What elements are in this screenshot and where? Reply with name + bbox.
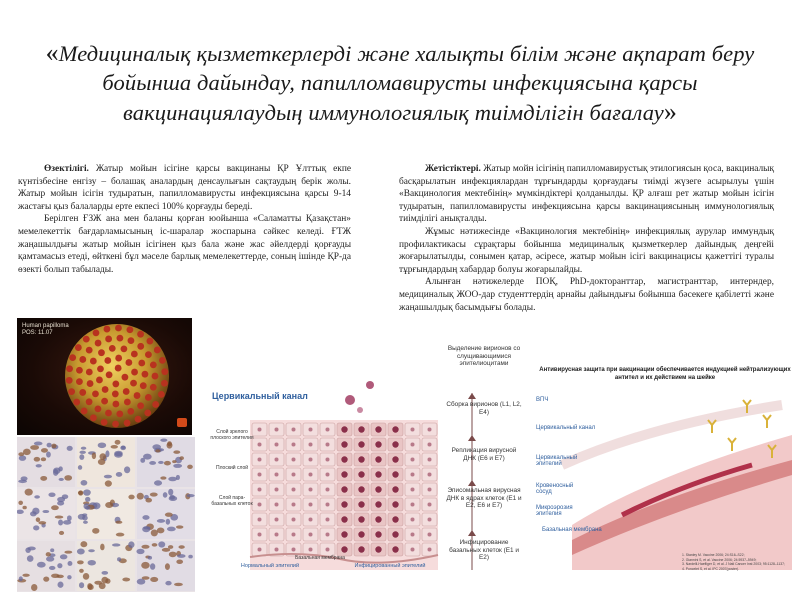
relevance-paragraph-2: Берілген ҒЗЖ ана мен баланы қорған юойынша «Саламатты Қазақстан» мемелекеттік бағдарламысының іс-шаралар жоспарына сәйкес келеді. ҒТЖ жаңашылдығы жатыр мойын ісігінен қыз бала және жас әйелдерді қорғауды қамтамасыз етеді, өйткені бұл мәселе барлық мемелекеттерде, соның ішінде ҚР-да өзекті болып табылады. (18, 214, 351, 275)
reference-2: 2. Giannini S, et al. Vaccine 2006; 24:5937–5949; (682, 557, 757, 562)
relevance-section (18, 163, 351, 276)
title-open-quote: « (45, 38, 59, 67)
relevance-text-1: Жатыр мойын ісігіне қарсы вакцинаны ҚР Ұлттық екпе күнтізбесіне енгізу – болашақ аналардың денсаулығын сақтаудың берік жолы. Жатыр мойын ісігін тудыратын, папилломавирусты инфекциясына қарсы 9-14 жастағы қыз балаларды ерте екпесі 100% қорғауды береді. (18, 164, 351, 212)
step-assembly: Сборка вирионов (L1, L2, E4) (446, 401, 522, 416)
relevance-heading: Өзектілігі. (44, 164, 89, 174)
step-infection: Инфицирование базальных клеток (E1 и E2) (449, 539, 519, 562)
infected-epithelium-label: Инфицированный эпителий (354, 563, 426, 569)
cervical-epithelium-label: Цервикальный эпителий (536, 455, 578, 467)
layer-mature-label: Слой зрелого плоского эпителия (210, 429, 254, 441)
virus-caption-line-1: Human papilloma (22, 323, 69, 329)
hpv-label: ВПЧ (536, 397, 549, 403)
blood-vessel-label: Кровеносный сосуд (536, 483, 574, 495)
reference-3: 3. Nardelli-Haefliger D, et al. J Natl Cancer Inst 2003; 95:1128–1137; (682, 562, 785, 567)
reference-1: 1. Stanley M. Vaccine 2006; 24:S16–S22; (682, 553, 745, 557)
relevance-paragraph-1 (18, 163, 351, 213)
antibody-title: Антивирусная защита при вакцинации обеспечивается индукцией нейтрализующих антител и их действием на шейке (539, 367, 791, 381)
achievements-section (399, 163, 774, 314)
step-release: Выделение вирионов со слущивающимися эпителиоцитами (447, 345, 521, 368)
achievements-heading: Жетістіктері. (425, 164, 481, 174)
step-episomal: Эписомальная вирусная ДНК в ядрах клеток (E1 и E2, E6 и E7) (446, 487, 522, 510)
reference-4: 4. Poncelet S, et al. IPC 2007(poster). (682, 566, 740, 571)
normal-epithelium-label: Нормальный эпителий (240, 563, 300, 569)
cervical-canal-title: Цервикальный канал (212, 391, 308, 401)
achievements-paragraph-3: Алынған нәтижелерде ПОҚ, PhD-докторанттар, магистранттар, интерндер, медициналық ЖОО-дар студенттердің арнайы дайындығы бойынша бәсекеге қабілетті және жаңашылдық басымдығы болады. (399, 277, 774, 313)
cervical-infection-diagram (200, 345, 530, 590)
layer-parabasal-label: Слой пара-базальных клеток (211, 495, 253, 507)
achievements-paragraph-1 (399, 163, 774, 226)
layer-flat-label: Плоский слой (215, 465, 249, 471)
step-replication: Репликация вирусной ДНК (E6 и E7) (451, 447, 517, 462)
poster-title (20, 38, 780, 127)
microerosion-label: Микроэрозия эпителия (536, 505, 573, 517)
basal-membrane-label: Базальная мембрана (295, 555, 345, 561)
virus-caption-line-2: POS: 11.07 (22, 330, 53, 336)
title-close-quote: » (663, 97, 677, 126)
references (682, 553, 796, 571)
title-text: Медициналық қызметкерлерді және халықты білім және ақпарат беру бойынша дайындау, папилломавирусты инфекциясына қарсы вакцинациялаудың иммунологиялық тиімділігін бағалау (58, 41, 755, 125)
basal-membrane-label-2: Базальная мембрана (542, 527, 602, 533)
virus-image (17, 318, 192, 435)
cervical-canal-label: Цервикальный канал (536, 425, 596, 431)
virus-particle-illustration (17, 318, 192, 435)
histology-grid (17, 437, 195, 592)
histology-images (17, 437, 195, 592)
achievements-text-1: Жатыр мойн ісігінің папилломавирустық этилогиясын қоса, вакциналық басқарылатын инфекциялардан тұрғындарды қорғаудағы тиімді жүзеге асырылуы үшін «Вакцинология мектебінің» мүмкіндіктері қолданылды. ҚР алғаш рет жатыр мойын ісігін тудыратын, папилломавирусты инфекциясына қарсы вакцинациясының иммунологиялық тиімділігі анықталды. (399, 164, 774, 225)
achievements-paragraph-2: Жұмыс нәтижесінде «Вакцинология мектебінің» инфекциялық аурулар иммундық профилактикасы сұрақтары бойынша медициналық қызметкерлер дайындық деңгейі жоғарылатылды, сонымен қатар, әсіресе, жатыр мойын ісігі вакцинацисы қажеттігі туралы тұрғындардың хабардар болуы жоғарылайды. (399, 226, 774, 275)
antibody-protection-diagram (532, 365, 798, 592)
